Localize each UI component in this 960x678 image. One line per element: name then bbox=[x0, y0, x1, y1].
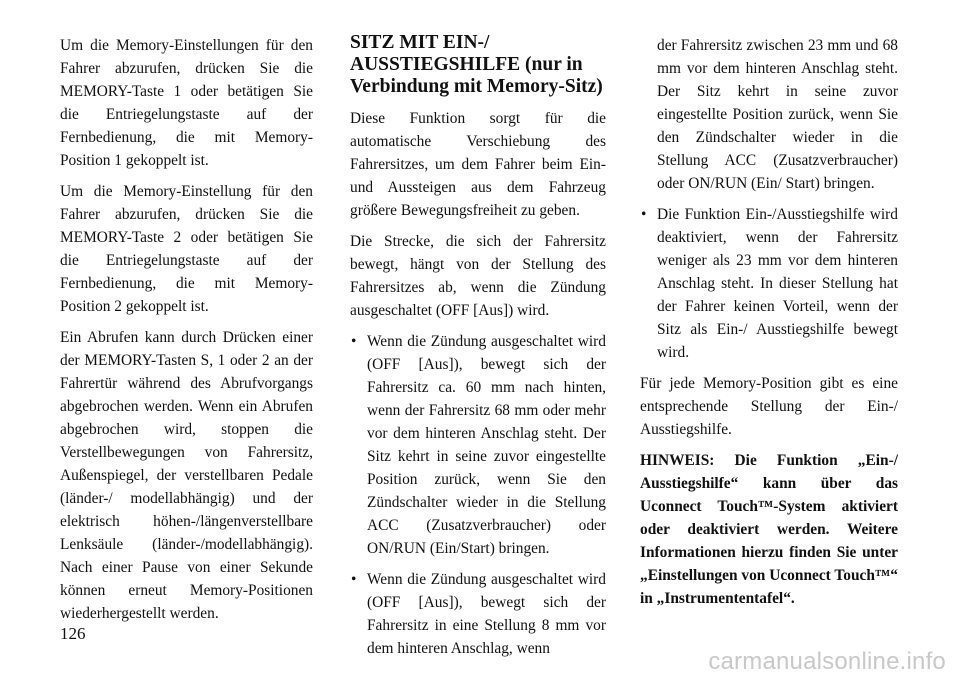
list-item: • Wenn die Zündung ausgeschaltet wird (OFF [Aus]), bewegt sich der Fahrersitz in eine Stellung 8 mm vor dem hinteren Anschlag, wenn bbox=[350, 568, 606, 660]
recall-memory-2-paragraph: Um die Memory-Einstellung für den Fahrer abzurufen, drücken Sie die MEMORY-Taste 2 oder betätigen Sie die Entriegelungstaste auf der Fernbedienung, die mit Memory-Position 2 gekoppelt ist. bbox=[60, 183, 313, 315]
section-heading: SITZ MIT EIN-/ AUSSTIEGSHILFE (nur in Verbindung mit Memory-Sitz) bbox=[350, 32, 603, 97]
distance-paragraph: Die Strecke, die sich der Fahrersitz bewegt, hängt von der Stellung des Fahrersitzes ab, wenn die Zündung ausgeschaltet (OFF [Aus]) wird. bbox=[350, 233, 606, 319]
conditions-list-continued bbox=[640, 203, 898, 364]
left-column bbox=[60, 34, 313, 633]
list-item-continuation: der Fahrersitz zwischen 23 mm und 68 mm vor dem hinteren Anschlag steht. Der Sitz kehrt in seine zuvor eingestellte Position zurück, wenn Sie den Zündschalter wieder in die Stellung ACC (Zusatzverbraucher) oder ON/RUN (Ein/ Start) bringen. bbox=[657, 37, 898, 192]
note-paragraph: HINWEIS: Die Funktion „Ein-/ Ausstiegshilfe“ kann über das Uconnect Touch™-System aktiviert oder deaktiviert werden. Weitere Informationen hierzu finden Sie unter „Einstellungen von Uconnect Touch™“ in „Instrumententafel“. bbox=[640, 452, 898, 607]
memory-position-paragraph: Für jede Memory-Position gibt es eine entsprechende Stellung der Ein-/ Ausstiegshilfe. bbox=[640, 375, 898, 438]
list-item: • Wenn die Zündung ausgeschaltet wird (OFF [Aus]), bewegt sich der Fahrersitz ca. 60 mm nach hinten, wenn der Fahrersitz 68 mm oder mehr vor dem hinteren Anschlag steht. Der Sitz kehrt in seine zuvor eingestellte Position zurück, wenn Sie den Zündschalter wieder in die Stellung ACC (Zusatzverbraucher) oder ON/RUN (Ein/Start) bringen. bbox=[350, 330, 606, 560]
list-item: • Die Funktion Ein-/Ausstiegshilfe wird deaktiviert, wenn der Fahrersitz weniger als 23 mm vor dem hinteren Anschlag steht. In dieser Stellung hat der Fahrer keinen Vorteil, wenn der Sitz als Ein-/ Ausstiegshilfe bewegt wird. bbox=[640, 203, 898, 364]
right-column bbox=[640, 34, 898, 618]
cancel-recall-paragraph: Ein Abrufen kann durch Drücken einer der MEMORY-Tasten S, 1 oder 2 an der Fahrertür während des Abrufvorgangs abgebrochen werden. Wenn ein Abrufen abgebrochen wird, stoppen die Verstellbewegungen von Fahrersitz, Außenspiegel, der verstellbaren Pedale (länder-/ modellabhängig) und der elektrisch höhen-/längenverstellbare Lenksäule (länder-/modellabhängig). Nach einer Pause von einer Sekunde können erneut Memory-Positionen wiederhergestellt werden. bbox=[60, 329, 313, 622]
watermark: carmanualsonline.info bbox=[708, 648, 946, 675]
conditions-list bbox=[350, 330, 606, 660]
page-number: 126 bbox=[60, 624, 86, 643]
intro-paragraph: Diese Funktion sorgt für die automatische Verschiebung des Fahrersitzes, um dem Fahrer beim Ein- und Aussteigen aus dem Fahrzeug größere Bewegungsfreiheit zu geben. bbox=[350, 110, 606, 219]
recall-memory-1-paragraph: Um die Memory-Einstellungen für den Fahrer abzurufen, drücken Sie die MEMORY-Taste 1 oder betätigen Sie die Entriegelungstaste auf der Fernbedienung, die mit Memory-Position 1 gekoppelt ist. bbox=[60, 37, 313, 169]
middle-column bbox=[350, 32, 606, 668]
